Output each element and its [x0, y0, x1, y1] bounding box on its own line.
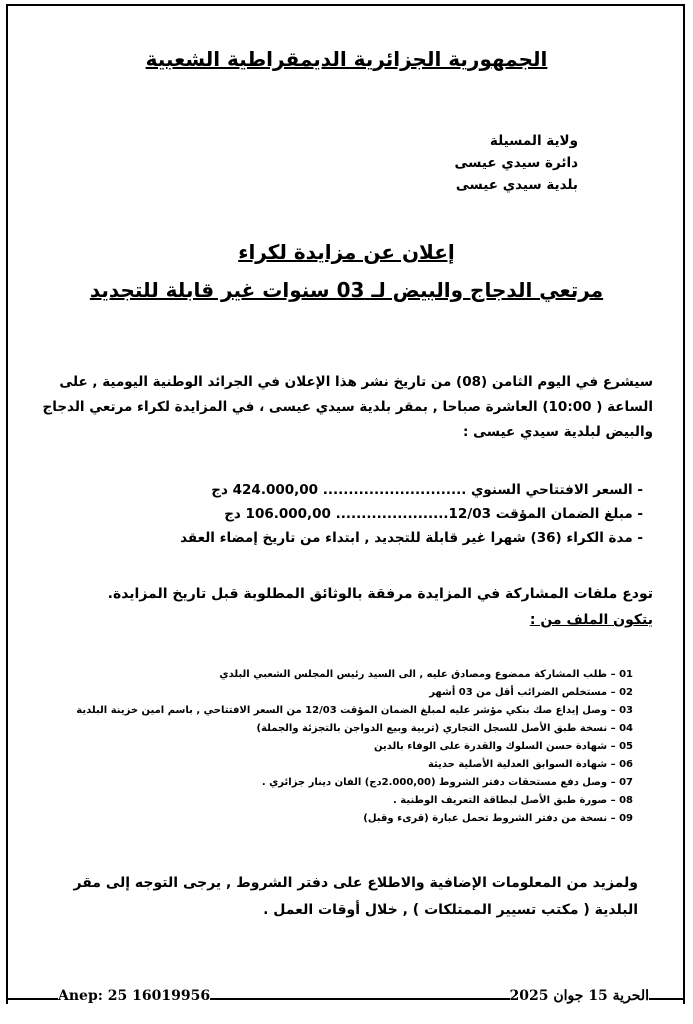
- announcement-title: إعلان عن مزايدة لكراء: [238, 240, 455, 264]
- document-item: 08 – صورة طبق الأصل لبطاقة التعريف الوطنية .: [393, 795, 633, 806]
- document-item: 07 – وصل دفع مستحقات دفتر الشروط (2.000,00دج) الفان دينار جزائري .: [261, 777, 633, 788]
- wilaya-line: ولاية المسيلة: [489, 133, 578, 149]
- documents-list: [76, 666, 633, 828]
- terms-list: [180, 478, 643, 550]
- document-item: 09 – نسخة من دفتر الشروط تحمل عبارة (قرىء وقبل): [363, 813, 633, 824]
- file-heading: يتكون الملف من :: [529, 612, 653, 628]
- document-item: 01 – طلب المشاركة ممضوع ومصادق عليه , الى السيد رئيس المجلس الشعبي البلدي: [219, 669, 633, 680]
- deposit-notice: تودع ملفات المشاركة في المزايدة مرفقة بالوثائق المطلوبة قبل تاريخ المزايدة.: [107, 586, 653, 602]
- closing-paragraph: ولمزيد من المعلومات الإضافية والاطلاع على دفتر الشروط , يرجى التوجه إلى مقر البلدية ( مكتب تسيير الممتلكات ) , خلال أوقات العمل .: [73, 875, 638, 918]
- document-item: 02 – مستخلص الضرائب أقل من 03 أشهر: [429, 687, 633, 698]
- daira-line: دائرة سيدي عيسى: [454, 155, 578, 171]
- publication-date: الحرية 15 جوان 2025: [509, 988, 649, 1004]
- footer: [0, 980, 693, 1010]
- document-item: 06 – شهادة السوابق العدلية الأصلية حديثة: [427, 759, 633, 770]
- administration-block: [455, 130, 578, 196]
- guarantee-item: - مبلغ الضمان المؤقت 12/03...................... 106.000,00 دج: [180, 502, 643, 526]
- document-item: 04 – نسخة طبق الأصل للسجل التجاري (تربية وبيع الدواجن بالتجزئة والجملة): [256, 723, 633, 734]
- intro-paragraph: سيشرع في اليوم الثامن (08) من تاريخ نشر هذا الإعلان في الجرائد الوطنية اليومية , على الساعة ( 10:00) العاشرة صباحا , بمقر بلدية سيدي عيسى ، في المزايدة لكراء مرتعي الدجاج والبيض لبلدية سيدي عيسى :: [42, 374, 653, 440]
- opening-price-item: - السعر الافتتاحي السنوي ............................ 424.000,00 دج: [180, 478, 643, 502]
- republic-header: الجمهورية الجزائرية الديمقراطية الشعبية: [145, 47, 548, 71]
- anep-reference: Anep: 25 16019956: [58, 988, 211, 1004]
- document-item: 03 – وصل إيداع صك بنكي مؤشر عليه لمبلغ الضمان المؤقت 12/03 من السعر الافتتاحي , باسم امين خزينة البلدية: [76, 705, 633, 716]
- announcement-subtitle: مرتعي الدجاج والبيض لـ 03 سنوات غير قابلة للتجديد: [89, 278, 604, 302]
- document-item: 05 – شهادة حسن السلوك والقدرة على الوفاء بالدين: [374, 741, 633, 752]
- duration-item: - مدة الكراء (36) شهرا غير قابلة للتجديد , ابتداء من تاريخ إمضاء العقد: [180, 526, 643, 550]
- commune-line: بلدية سيدي عيسى: [455, 177, 578, 193]
